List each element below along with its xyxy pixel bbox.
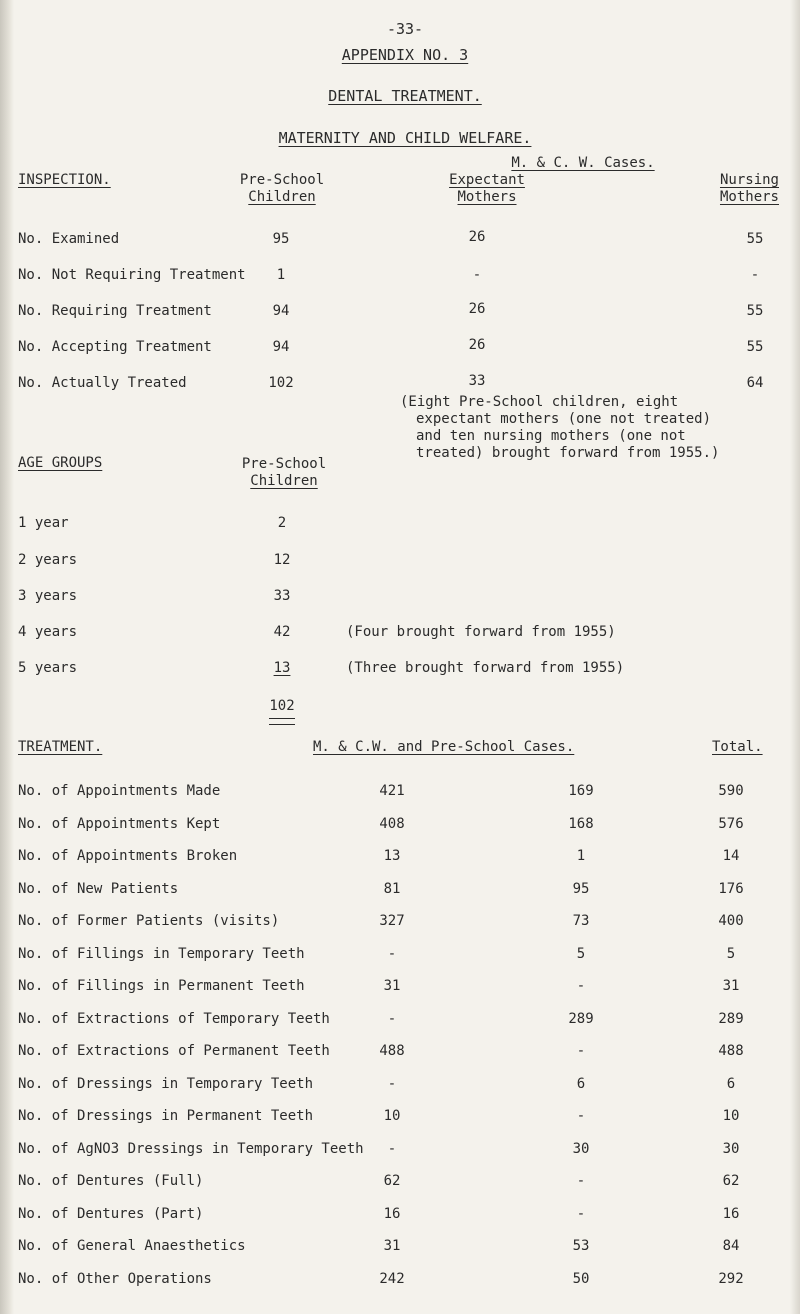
inspection-preschool-value: 94 xyxy=(272,339,290,355)
treatment-row-label: No. of Dentures (Full) xyxy=(18,1173,204,1189)
treatment-mcw-value: 31 xyxy=(383,978,401,994)
page-left-edge-shadow xyxy=(0,0,14,1314)
treatment-mcw-value: 13 xyxy=(383,848,401,864)
treatment-total-value: 488 xyxy=(718,1043,744,1059)
treatment-total-value: 590 xyxy=(718,783,744,799)
inspection-expectant-value: 33 xyxy=(468,373,486,389)
age-group-label: 4 years xyxy=(18,624,78,640)
treatment-preschool-value: 1 xyxy=(576,848,586,864)
treatment-row-label: No. of Other Operations xyxy=(18,1270,212,1287)
treatment-row-label: No. of New Patients xyxy=(18,880,179,897)
treatment-preschool-value: - xyxy=(576,1205,586,1222)
treatment-preschool-value: - xyxy=(576,1108,586,1124)
treatment-total-value: 10 xyxy=(722,1108,740,1124)
inspection-expectant-value: - xyxy=(472,267,482,283)
inspection-nursing-value: 64 xyxy=(746,375,764,391)
inspection-row-label: No. Examined xyxy=(18,231,120,247)
treatment-mcw-value: 242 xyxy=(379,1270,405,1287)
treatment-mcw-value: 408 xyxy=(379,815,405,832)
inspection-preschool-header-line2: Children xyxy=(248,189,316,205)
age-group-value: 2 xyxy=(277,515,287,531)
treatment-preschool-value: - xyxy=(576,1173,586,1189)
inspection-expectant-value: 26 xyxy=(468,301,486,317)
carried-forward-note-line2: expectant mothers (one not treated) xyxy=(416,411,712,427)
carried-forward-note-line1: (Eight Pre-School children, eight xyxy=(400,394,679,410)
treatment-mcw-value: 16 xyxy=(383,1205,401,1222)
nursing-mothers-header-line2: Mothers xyxy=(719,189,779,205)
mcw-cases-heading-text: M. & C. W. Cases. xyxy=(511,155,655,171)
treatment-total-value: 292 xyxy=(718,1270,744,1287)
treatment-row-label: No. of Fillings in Temporary Teeth xyxy=(18,945,305,962)
treatment-total-value: 62 xyxy=(722,1173,740,1189)
treatment-row-label: No. of Fillings in Permanent Teeth xyxy=(18,978,305,994)
age-preschool-header-line1: Pre-School xyxy=(241,456,327,472)
page-subtitle: MATERNITY AND CHILD WELFARE. xyxy=(278,129,532,147)
inspection-nursing-value: - xyxy=(750,267,760,283)
age-preschool-header-line2: Children xyxy=(250,473,318,489)
expectant-mothers-header-line1: Expectant xyxy=(449,172,525,188)
treatment-mcw-value: 10 xyxy=(383,1108,401,1124)
expectant-mothers-header-line2: Mothers xyxy=(457,189,517,205)
mcw-cases-heading xyxy=(511,155,654,171)
treatment-row-label: No. of Dressings in Temporary Teeth xyxy=(18,1075,314,1092)
treatment-total-value: 400 xyxy=(718,913,744,929)
inspection-row-label: No. Not Requiring Treatment xyxy=(18,267,246,283)
treatment-row-label: No. of Former Patients (visits) xyxy=(18,913,280,929)
treatment-total-value: 6 xyxy=(726,1075,736,1092)
age-group-note: (Four brought forward from 1955) xyxy=(346,624,616,640)
carried-forward-note-line4: treated) brought forward from 1955.) xyxy=(416,445,720,461)
treatment-cases-header: M. & C.W. and Pre-School Cases. xyxy=(313,739,575,755)
treatment-row-label: No. of Appointments Made xyxy=(18,783,221,799)
treatment-total-value: 84 xyxy=(722,1238,740,1254)
treatment-total-value: 576 xyxy=(718,815,744,832)
treatment-mcw-value: 31 xyxy=(383,1238,401,1254)
treatment-row-label: No. of Extractions of Temporary Teeth xyxy=(18,1010,330,1027)
treatment-mcw-value: - xyxy=(387,1010,397,1027)
age-group-note: (Three brought forward from 1955) xyxy=(346,660,625,676)
age-group-label: 5 years xyxy=(18,660,78,676)
treatment-row-label: No. of Dressings in Permanent Teeth xyxy=(18,1108,314,1124)
total-double-rule xyxy=(269,718,295,725)
age-group-value: 13 xyxy=(273,660,291,676)
treatment-preschool-value: 6 xyxy=(576,1075,586,1092)
inspection-preschool-value: 95 xyxy=(272,231,290,247)
inspection-row-label: No. Accepting Treatment xyxy=(18,339,212,355)
inspection-preschool-value: 94 xyxy=(272,303,290,319)
nursing-mothers-header-line1: Nursing xyxy=(719,172,779,188)
treatment-preschool-value: 73 xyxy=(572,913,590,929)
inspection-preschool-value: 102 xyxy=(268,375,294,391)
treatment-mcw-value: - xyxy=(387,945,397,962)
treatment-preschool-value: - xyxy=(576,1043,586,1059)
age-group-label: 3 years xyxy=(18,588,78,604)
page-title: DENTAL TREATMENT. xyxy=(328,87,482,105)
page-number: -33- xyxy=(386,20,424,38)
treatment-total-value: 14 xyxy=(722,848,740,864)
treatment-mcw-value: 327 xyxy=(379,913,405,929)
age-group-value: 12 xyxy=(273,552,291,568)
age-group-label: 2 years xyxy=(18,552,78,568)
treatment-total-value: 31 xyxy=(722,978,740,994)
treatment-total-value: 16 xyxy=(722,1205,740,1222)
treatment-row-label: No. of AgNO3 Dressings in Temporary Teeth xyxy=(18,1140,364,1157)
inspection-expectant-value: 26 xyxy=(468,337,486,353)
inspection-expectant-value: 26 xyxy=(468,229,486,245)
appendix-label: APPENDIX NO. 3 xyxy=(341,46,469,64)
inspection-row-label: No. Requiring Treatment xyxy=(18,303,212,319)
treatment-mcw-value: 421 xyxy=(379,783,405,799)
treatment-row-label: No. of Appointments Kept xyxy=(18,815,221,832)
inspection-preschool-value: 1 xyxy=(276,267,286,283)
treatment-total-value: 30 xyxy=(722,1140,740,1157)
treatment-total-value: 5 xyxy=(726,945,736,962)
page-right-edge-shadow xyxy=(790,0,800,1314)
treatment-row-label: No. of Appointments Broken xyxy=(18,848,238,864)
treatment-total-header: Total. xyxy=(712,739,763,755)
treatment-preschool-value: - xyxy=(576,978,586,994)
age-group-value: 33 xyxy=(273,588,291,604)
treatment-mcw-value: 81 xyxy=(383,880,401,897)
inspection-preschool-header-line1: Pre-School xyxy=(239,172,325,188)
treatment-preschool-value: 95 xyxy=(572,880,590,897)
treatment-preschool-value: 30 xyxy=(572,1140,590,1157)
treatment-mcw-value: - xyxy=(387,1140,397,1157)
treatment-mcw-value: 62 xyxy=(383,1173,401,1189)
inspection-nursing-value: 55 xyxy=(746,303,764,319)
age-groups-heading: AGE GROUPS xyxy=(18,455,103,471)
inspection-nursing-value: 55 xyxy=(746,231,764,247)
treatment-row-label: No. of Dentures (Part) xyxy=(18,1205,204,1222)
treatment-row-label: No. of General Anaesthetics xyxy=(18,1238,246,1254)
age-group-label: 1 year xyxy=(18,515,69,531)
treatment-total-value: 289 xyxy=(718,1010,744,1027)
treatment-mcw-value: - xyxy=(387,1075,397,1092)
carried-forward-note-line3: and ten nursing mothers (one not xyxy=(416,428,686,444)
treatment-preschool-value: 169 xyxy=(568,783,594,799)
treatment-row-label: No. of Extractions of Permanent Teeth xyxy=(18,1043,330,1059)
treatment-preschool-value: 168 xyxy=(568,815,594,832)
treatment-preschool-value: 53 xyxy=(572,1238,590,1254)
inspection-nursing-value: 55 xyxy=(746,339,764,355)
age-groups-total: 102 xyxy=(269,698,295,714)
treatment-heading: TREATMENT. xyxy=(18,739,103,755)
treatment-preschool-value: 5 xyxy=(576,945,586,962)
age-group-value: 42 xyxy=(273,624,291,640)
inspection-heading: INSPECTION. xyxy=(18,172,111,188)
treatment-total-value: 176 xyxy=(718,880,744,897)
treatment-preschool-value: 50 xyxy=(572,1270,590,1287)
treatment-mcw-value: 488 xyxy=(379,1043,405,1059)
inspection-row-label: No. Actually Treated xyxy=(18,375,187,391)
treatment-preschool-value: 289 xyxy=(568,1010,594,1027)
